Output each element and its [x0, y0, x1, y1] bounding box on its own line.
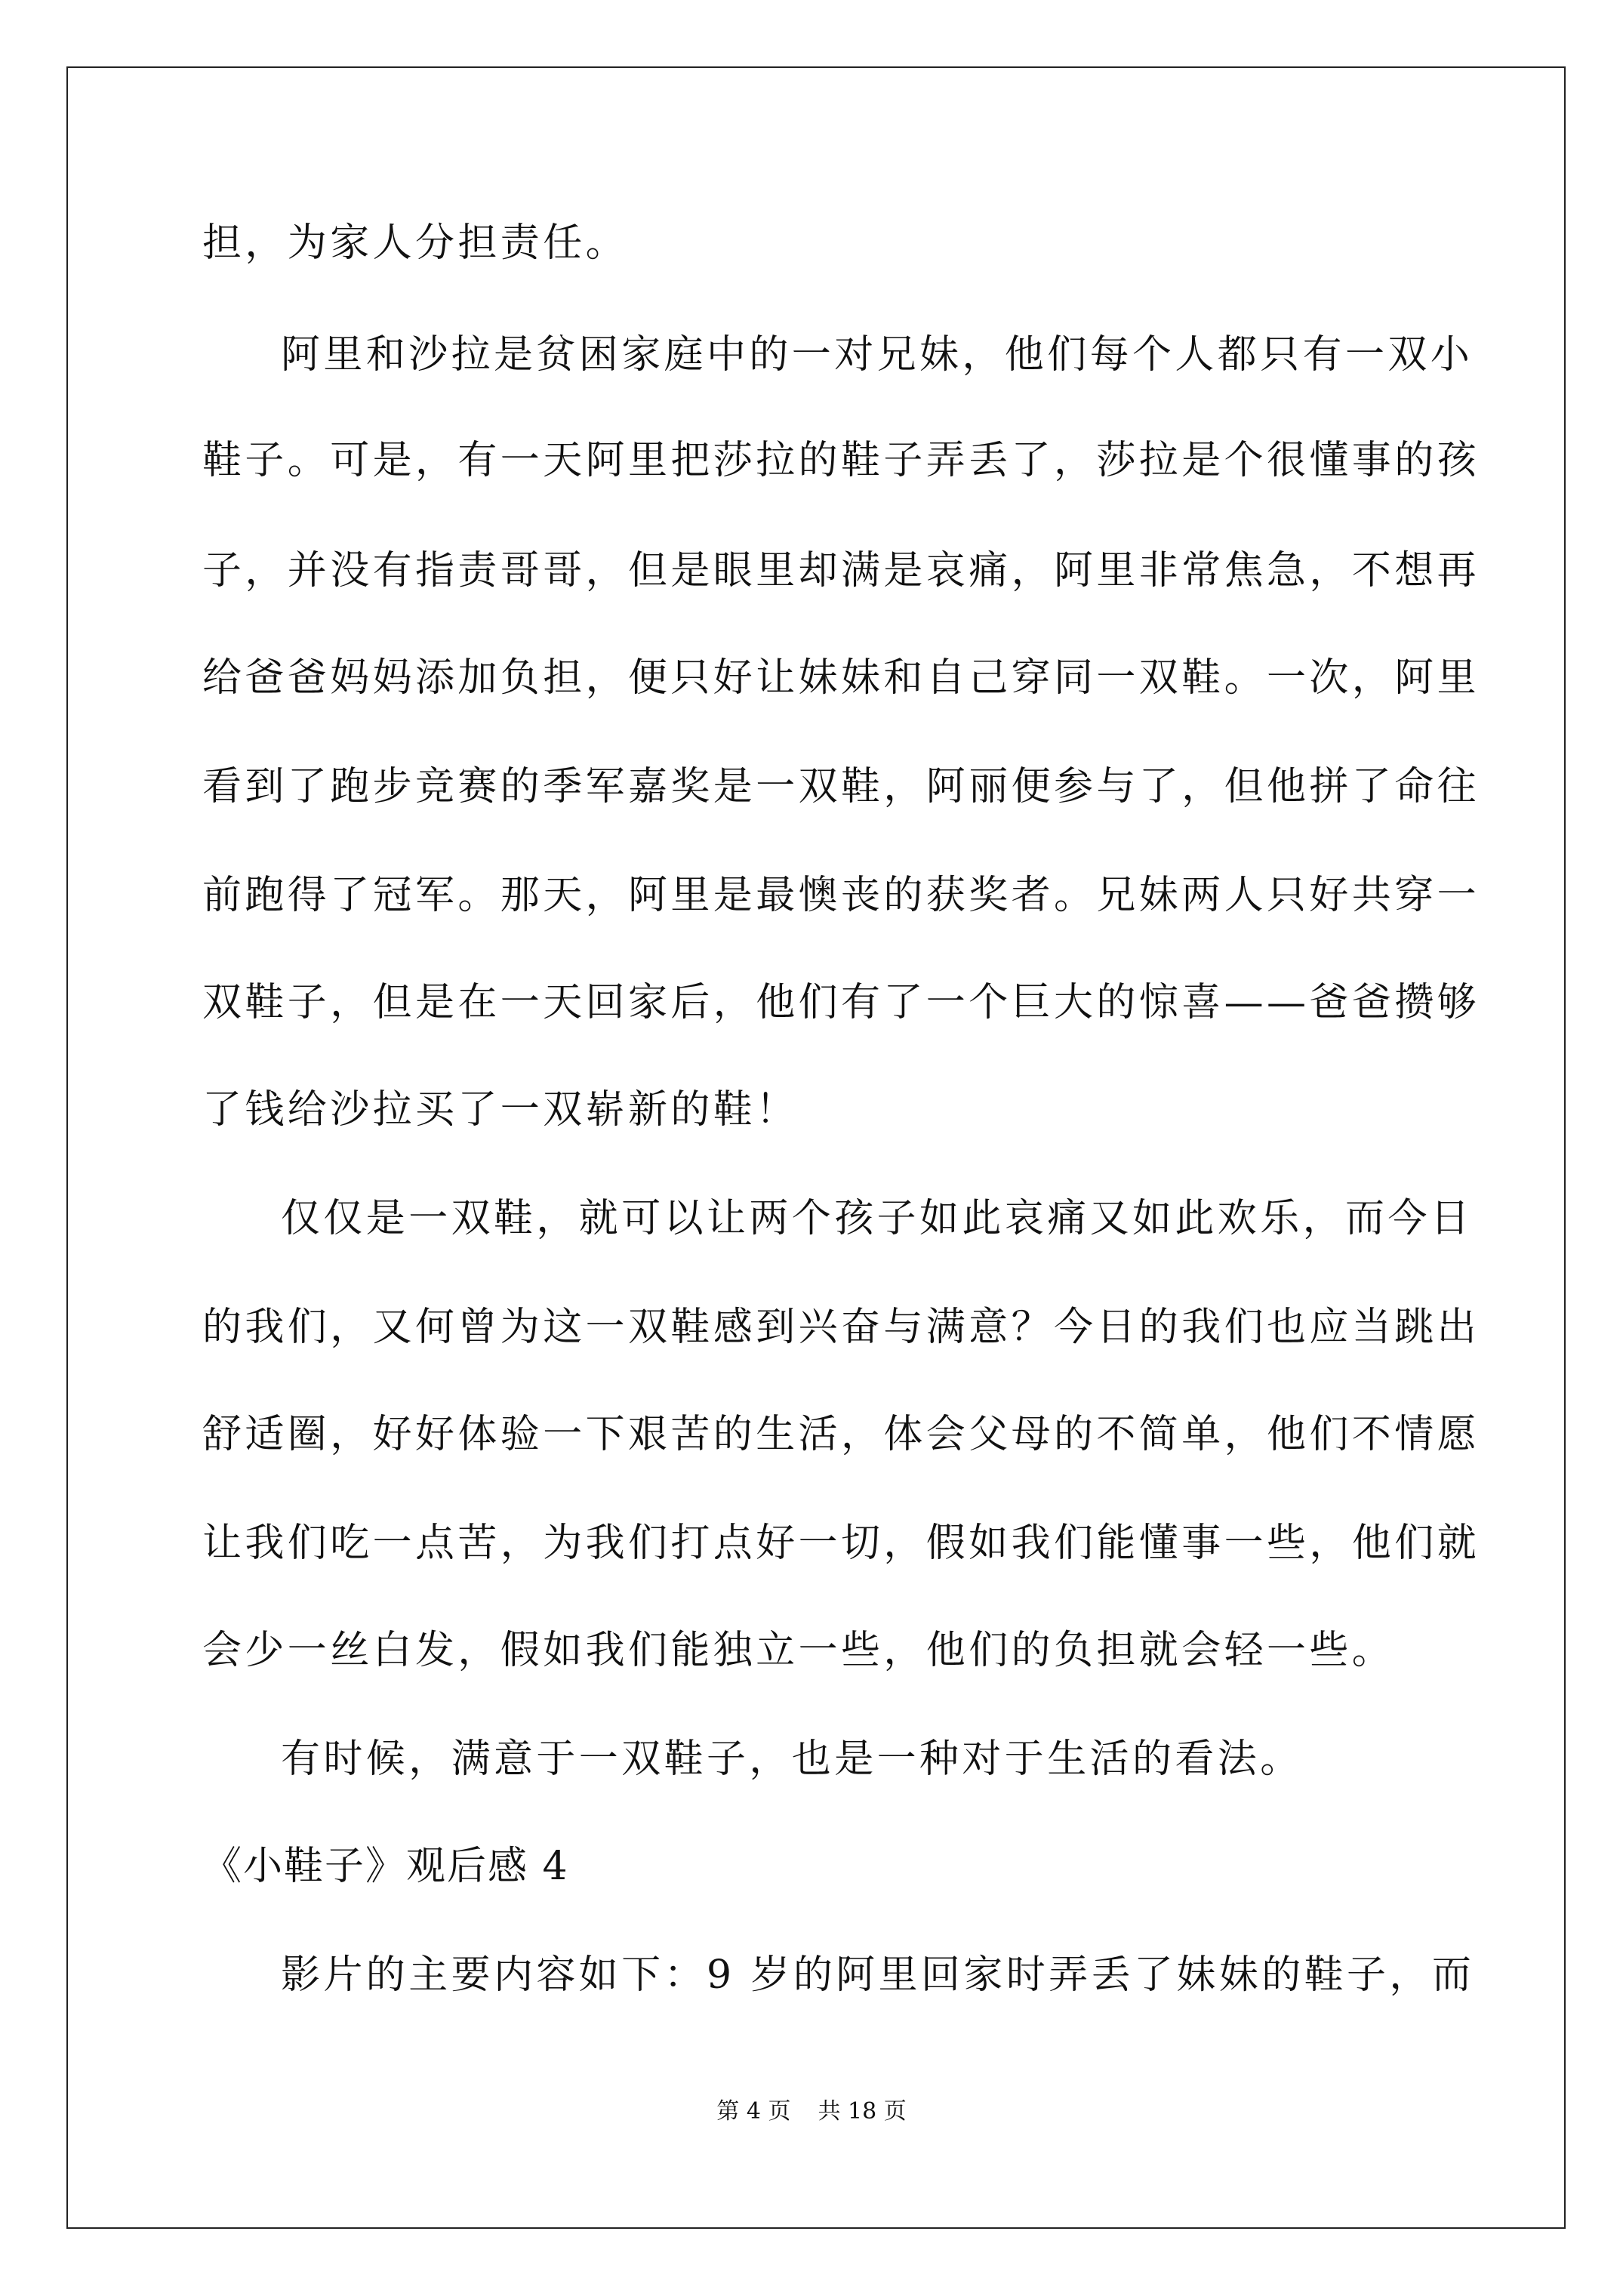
text-line: 子，并没有指责哥哥，但是眼里却满是哀痛，阿里非常焦急，不想再 [202, 548, 1480, 593]
paragraph-start-line: 有时候，满意于一双鞋子，也是一种对于生活的看法。 [281, 1737, 1303, 1782]
text-line: 前跑得了冠军。那天，阿里是最懊丧的获奖者。兄妹两人只好共穿一 [202, 873, 1480, 918]
section-heading: 《小鞋子》观后感 4 [202, 1844, 569, 1889]
text-line: 看到了跑步竞赛的季军嘉奖是一双鞋，阿丽便参与了，但他拼了命往 [202, 764, 1480, 809]
text-line: 了钱给沙拉买了一双崭新的鞋！ [202, 1087, 799, 1133]
text-line: 舒适圈，好好体验一下艰苦的生活，体会父母的不简单，他们不情愿 [202, 1412, 1480, 1457]
text-line: 担，为家人分担责任。 [202, 220, 629, 266]
text-line: 会少一丝白发，假如我们能独立一些，他们的负担就会轻一些。 [202, 1628, 1395, 1673]
text-line: 鞋子。可是，有一天阿里把莎拉的鞋子弄丢了，莎拉是个很懂事的孩 [202, 438, 1480, 483]
paragraph-start-line: 阿里和沙拉是贫困家庭中的一对兄妹，他们每个人都只有一双小 [281, 332, 1474, 378]
paragraph-start-line: 影片的主要内容如下：9 岁的阿里回家时弄丢了妹妹的鞋子，而 [281, 1952, 1475, 1998]
paragraph-start-line: 仅仅是一双鞋，就可以让两个孩子如此哀痛又如此欢乐，而今日 [281, 1196, 1474, 1241]
text-line: 双鞋子，但是在一天回家后，他们有了一个巨大的惊喜——爸爸攒够 [202, 980, 1480, 1025]
page-total: 共 18 页 [818, 2098, 907, 2125]
page-footer [0, 2098, 1623, 2125]
text-line: 让我们吃一点苦，为我们打点好一切，假如我们能懂事一些，他们就 [202, 1521, 1480, 1566]
text-line: 给爸爸妈妈添加负担，便只好让妹妹和自己穿同一双鞋。一次，阿里 [202, 655, 1480, 701]
text-line: 的我们，又何曾为这一双鞋感到兴奋与满意？今日的我们也应当跳出 [202, 1305, 1480, 1350]
page-border [66, 66, 1566, 2229]
page-number: 第 4 页 [716, 2098, 791, 2125]
